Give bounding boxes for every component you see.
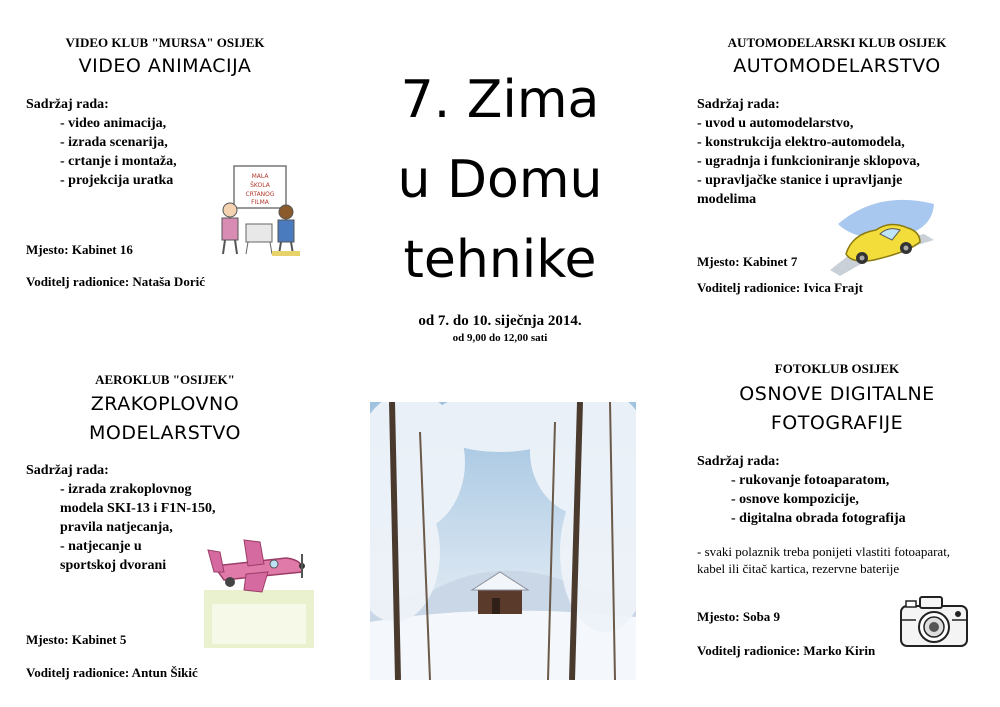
airplane-icon bbox=[204, 520, 314, 648]
auto-item-4: - upravljačke stanice i upravljanje bbox=[697, 173, 903, 188]
aero-title-line-2: MODELARSTVO bbox=[89, 422, 241, 444]
aero-title bbox=[20, 390, 310, 448]
svg-text:FILMA: FILMA bbox=[251, 199, 269, 206]
svg-text:CRTANOG: CRTANOG bbox=[245, 191, 275, 198]
aero-leader: Voditelj radionice: Antun Šikić bbox=[26, 665, 198, 680]
aero-item-4: - natjecanje u bbox=[60, 539, 142, 554]
video-club-name: VIDEO KLUB "MURSA" OSIJEK bbox=[65, 35, 265, 50]
photo-note bbox=[697, 543, 997, 577]
video-item-4: - projekcija uratka bbox=[60, 173, 174, 188]
photo-club-name: FOTOKLUB OSIJEK bbox=[774, 361, 900, 376]
svg-text:MALA: MALA bbox=[251, 173, 269, 180]
main-title bbox=[350, 60, 650, 300]
photo-title-line-2: FOTOGRAFIJE bbox=[770, 412, 904, 434]
drawing-children-icon bbox=[212, 158, 304, 258]
photo-title bbox=[692, 380, 982, 438]
event-hours: od 9,00 do 12,00 sati bbox=[452, 332, 548, 344]
race-car-icon bbox=[828, 194, 940, 276]
content-label: Sadržaj rada: bbox=[26, 463, 109, 478]
auto-title: AUTOMODELARSTVO bbox=[733, 55, 941, 77]
winter-landscape-photo bbox=[370, 402, 636, 680]
auto-location: Mjesto: Kabinet 7 bbox=[697, 254, 798, 269]
photo-note-line-1: - svaki polaznik treba ponijeti vlastiti fotoaparat, bbox=[697, 544, 951, 559]
content-label: Sadržaj rada: bbox=[697, 97, 780, 112]
auto-item-2: - konstrukcija elektro-automodela, bbox=[697, 135, 905, 150]
auto-item-1: - uvod u automodelarstvo, bbox=[697, 116, 854, 131]
video-location: Mjesto: Kabinet 16 bbox=[26, 242, 133, 257]
aero-item-1: - izrada zrakoplovnog bbox=[60, 482, 192, 497]
svg-text:ŠKOLA: ŠKOLA bbox=[250, 182, 270, 189]
auto-item-5: modelima bbox=[697, 192, 757, 207]
aero-item-2: modela SKI-13 i F1N-150, bbox=[60, 501, 216, 516]
aero-item-3: pravila natjecanja, bbox=[60, 520, 173, 535]
aero-title-line-1: ZRAKOPLOVNO bbox=[90, 393, 240, 415]
photo-content-section bbox=[697, 452, 987, 528]
content-label: Sadržaj rada: bbox=[26, 97, 109, 112]
video-item-2: - izrada scenarija, bbox=[60, 135, 168, 150]
main-title-line-3: tehnike bbox=[403, 230, 597, 290]
photo-item-2: - osnove kompozicije, bbox=[731, 492, 859, 507]
auto-item-3: - ugradnja i funkcioniranje sklopova, bbox=[697, 154, 920, 169]
video-animation-title: VIDEO ANIMACIJA bbox=[78, 55, 252, 77]
auto-content-section bbox=[697, 95, 987, 209]
aero-location: Mjesto: Kabinet 5 bbox=[26, 632, 127, 647]
video-item-3: - crtanje i montaža, bbox=[60, 154, 177, 169]
photo-note-line-2: kabel ili čitač kartica, rezervne baterije bbox=[697, 561, 900, 576]
photo-item-3: - digitalna obrada fotografija bbox=[731, 511, 906, 526]
photo-leader: Voditelj radionice: Marko Kirin bbox=[697, 643, 876, 658]
video-leader: Voditelj radionice: Nataša Dorić bbox=[26, 274, 205, 289]
auto-club-name: AUTOMODELARSKI KLUB OSIJEK bbox=[727, 35, 947, 50]
video-item-1: - video animacija, bbox=[60, 116, 167, 131]
aero-item-5: sportskoj dvorani bbox=[60, 558, 167, 573]
main-title-line-2: u Domu bbox=[397, 150, 603, 210]
photo-title-line-1: OSNOVE DIGITALNE bbox=[739, 383, 935, 405]
photo-location: Mjesto: Soba 9 bbox=[697, 609, 781, 624]
main-title-line-1: 7. Zima bbox=[400, 70, 600, 130]
aero-club-name: AEROKLUB "OSIJEK" bbox=[95, 372, 235, 387]
event-dates: od 7. do 10. siječnja 2014. bbox=[418, 313, 582, 329]
auto-leader: Voditelj radionice: Ivica Frajt bbox=[697, 280, 863, 295]
content-label: Sadržaj rada: bbox=[697, 454, 780, 469]
photo-item-1: - rukovanje fotoaparatom, bbox=[731, 473, 890, 488]
camera-icon bbox=[898, 592, 970, 650]
